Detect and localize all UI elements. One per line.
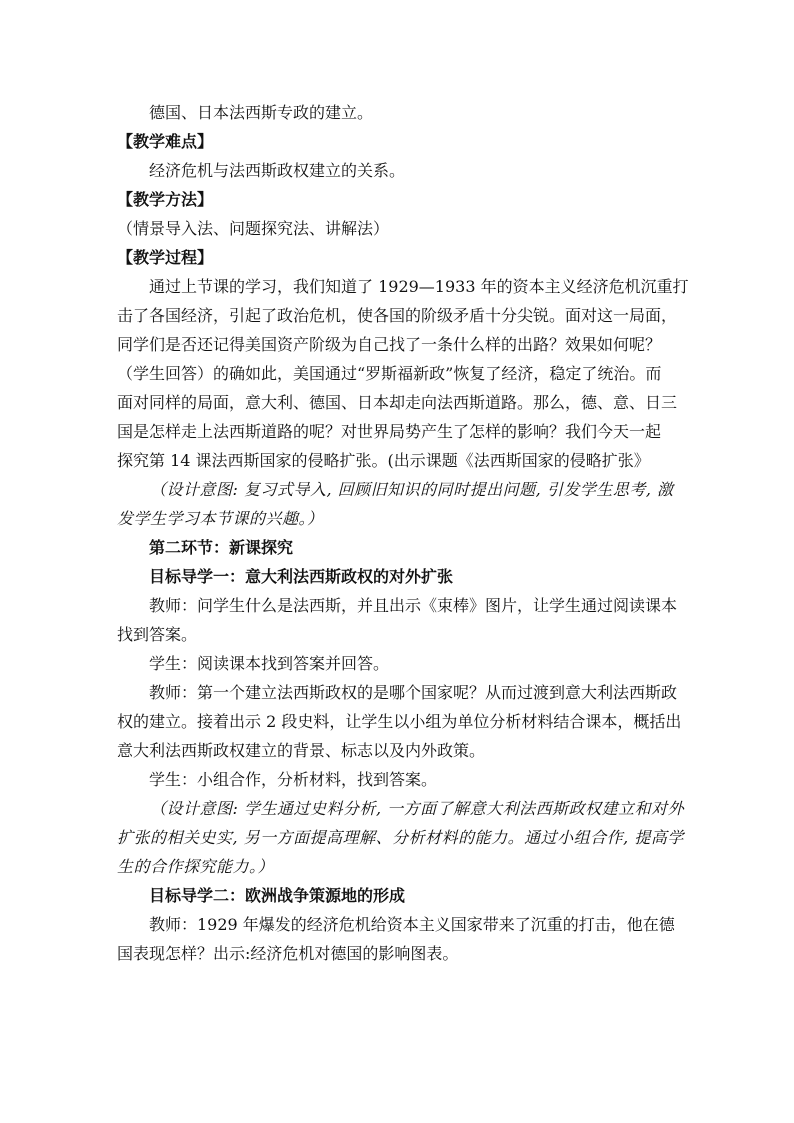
difficulty-heading: 【教学难点】 bbox=[117, 132, 214, 151]
design-note-2 bbox=[117, 794, 685, 881]
paragraph-line: 击了各国经济，引起了政治危机，使各国的阶级矛盾十分尖锐。面对这一局面， bbox=[117, 306, 678, 325]
document-page bbox=[117, 98, 689, 968]
paragraph-line: 教师：第一个建立法西斯政权的是哪个国家呢？从而过渡到意大利法西斯政 bbox=[149, 683, 678, 702]
teacher-paragraph-3 bbox=[117, 910, 677, 968]
design-line: （设计意图: 学生通过史料分析, 一方面了解意大利法西斯政权建立和对外 bbox=[150, 799, 685, 818]
paragraph-line: 教师：1929 年爆发的经济危机给资本主义国家带来了沉重的打击，他在德 bbox=[149, 915, 675, 934]
paragraph-line: 同学们是否还记得美国资产阶级为自己找了一条什么样的出路？效果如何呢？ bbox=[117, 335, 662, 354]
student-paragraph-2: 学生：小组合作，分析材料，找到答案。 bbox=[149, 770, 438, 789]
goal-heading-2: 目标导学二：欧洲战争策源地的形成 bbox=[149, 886, 406, 905]
paragraph-line: 找到答案。 bbox=[117, 625, 198, 644]
paragraph-line: 教师：问学生什么是法西斯，并且出示《束棒》图片，让学生通过阅读课本 bbox=[149, 596, 678, 615]
paragraph-line: 通过上节课的学习，我们知道了 1929—1933 年的资本主义经济危机沉重打 bbox=[149, 277, 689, 296]
paragraph-line: 权的建立。接着出示 2 段史料，让学生以小组为单位分析材料结合课本，概括出 bbox=[117, 712, 682, 731]
design-line: 发学生学习本节课的兴趣。） bbox=[117, 509, 324, 528]
paragraph-line: 国是怎样走上法西斯道路的呢？对世界局势产生了怎样的影响？我们今天一起 bbox=[117, 422, 662, 441]
goal-heading-1: 目标导学一：意大利法西斯政权的对外扩张 bbox=[149, 567, 454, 586]
teacher-paragraph-2 bbox=[117, 678, 682, 765]
difficulty-text: 经济危机与法西斯政权建立的关系。 bbox=[149, 161, 406, 180]
section-heading: 第二环节：新课探究 bbox=[149, 538, 294, 557]
paragraph-line: 意大利法西斯政权建立的背景、标志以及内外政策。 bbox=[117, 741, 486, 760]
paragraph-line: 探究第 14 课法西斯国家的侵略扩张。(出示课题《法西斯国家的侵略扩张》 bbox=[117, 451, 650, 470]
paragraph-line: 面对同样的局面，意大利、德国、日本却走向法西斯道路。那么，德、意、日三 bbox=[117, 393, 678, 412]
design-line: 扩张的相关史实, 另一方面提高理解、分析材料的能力。通过小组合作, 提高学 bbox=[117, 828, 684, 847]
paragraph-line: 国表现怎样？出示:经济危机对德国的影响图表。 bbox=[117, 944, 459, 963]
teacher-paragraph-1 bbox=[117, 591, 677, 649]
process-heading: 【教学过程】 bbox=[117, 248, 214, 267]
design-line: （设计意图: 复习式导入, 回顾旧知识的同时提出问题, 引发学生思考, 激 bbox=[150, 480, 674, 499]
intro-line: 德国、日本法西斯专政的建立。 bbox=[149, 103, 374, 122]
method-text: （情景导入法、问题探究法、讲解法） bbox=[117, 219, 390, 238]
student-paragraph-1: 学生：阅读课本找到答案并回答。 bbox=[149, 654, 390, 673]
paragraph-line: （学生回答）的确如此，美国通过“罗斯福新政”恢复了经济，稳定了统治。而 bbox=[117, 364, 662, 383]
design-line: 生的合作探究能力。） bbox=[117, 857, 275, 876]
method-heading: 【教学方法】 bbox=[117, 190, 214, 209]
process-paragraph bbox=[117, 272, 689, 475]
design-note-1 bbox=[117, 475, 677, 533]
